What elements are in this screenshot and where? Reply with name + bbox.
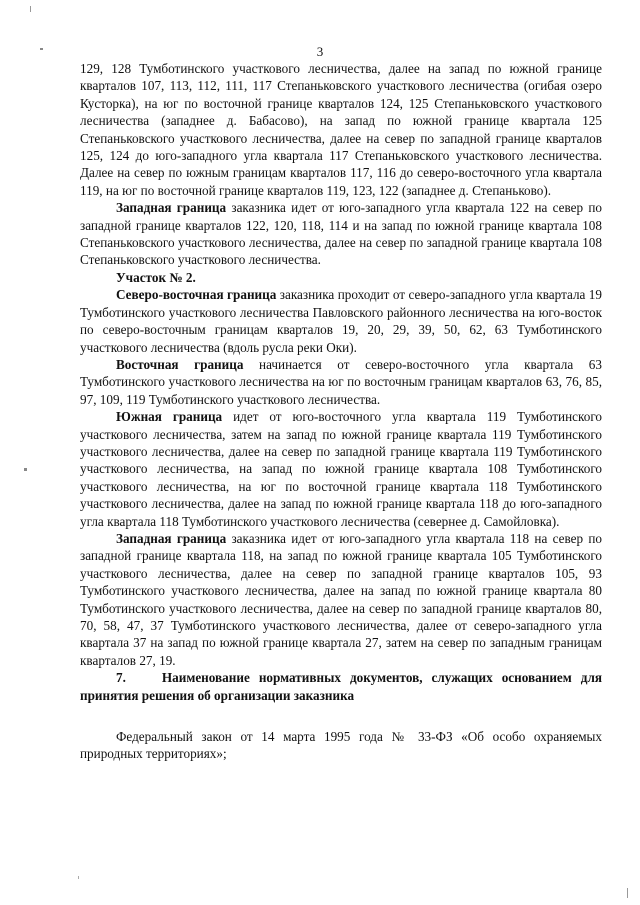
section-7-title: Наименование нормативных документов, служащих основанием для принятия решения об организации заказника [80, 670, 602, 703]
west-boundary-2-paragraph [80, 530, 602, 669]
scan-mark [78, 876, 79, 879]
east-boundary-label: Восточная граница [116, 356, 244, 372]
west-boundary-1-paragraph [80, 199, 602, 269]
scan-mark [30, 6, 31, 12]
intro-paragraph: 129, 128 Тумботинского участкового лесничества, далее на запад по южной границе кварталов 107, 113, 112, 111, 117 Степаньковского участкового лесничества (огибая озеро Кусторка), на юг по восточной границе кварталов 124, 125 Степаньковского участкового лесничества (западнее д. Бабасово), на запад по южной границе квартала 125 Степаньковского участкового лесничества, далее на север по западной границе кварталов 125, 124 до юго-западного угла квартала 117 Степаньковского участкового лесничества. Далее на север по южным границам кварталов 117, 116 до северо-восточного угла квартала 119, на юг по восточной границе кварталов 119, 123, 122 (западнее д. Степаньково). [80, 61, 602, 198]
northeast-boundary-text: заказника проходит от северо-западного угла квартала 19 Тумботинского участкового лесничества Павловского районного лесничества на юго-восток по северо-восточным границам кварталов 19, 20, 29, 39, 50, 62, 63 Тумботинского участкового лесничества (вдоль русла реки Оки). [80, 287, 602, 355]
south-boundary-text: идет от юго-восточного угла квартала 119 Тумботинского участкового лесничества, затем на запад по южной границе квартала 119 Тумботинского участкового лесничества, далее на север по западной границе квартала 119 Тумботинского участкового лесничества, на запад по южной границе квартала 108 Тумботинского участкового лесничества, на юг по восточной границе квартала 118 Тумботинского участкового лесничества, далее на запад по южной границе квартала 118 до юго-западного угла квартала 118 Тумботинского участкового лесничества (севернее д. Самойловка). [80, 409, 602, 529]
west-boundary-2-text: заказника идет от юго-западного угла квартала 118 на север по западной границе квартала 118, на запад по южной границе квартала 105 Тумботинского участкового лесничества, далее на север по западной границе кварталов 105, 93 Тумботинского участкового лесничества, далее на запад по южной границе квартала 80 Тумботинского участкового лесничества, далее на север по западной границе кварталов 80, 70, 58, 47, 37 Тумботинского участкового лесничества, далее от северо-западного угла квартала 37 на запад по южной границе квартала 27, затем на север по западным границам кварталов 27, 19. [80, 530, 602, 668]
law-paragraph: Федеральный закон от 14 марта 1995 года № 33-ФЗ «Об особо охраняемых природных территориях»; [80, 729, 602, 762]
west-boundary-1-label: Западная граница [116, 200, 227, 216]
section-7-heading [80, 669, 602, 704]
scan-mark [627, 888, 628, 898]
east-boundary-text: начинается от северо-восточного угла квартала 63 Тумботинского участкового лесничества на юг по восточным границам кварталов 63, 76, 85, 97, 109, 119 Тумботинского участкового лесничества. [80, 356, 602, 407]
northeast-boundary-label: Северо-восточная граница [116, 287, 277, 303]
west-boundary-2-label: Западная граница [116, 530, 227, 546]
south-boundary-paragraph [80, 408, 602, 530]
south-boundary-label: Южная граница [116, 409, 223, 425]
scan-mark [24, 468, 27, 471]
northeast-boundary-paragraph [80, 286, 602, 356]
east-boundary-paragraph [80, 356, 602, 408]
west-boundary-1-text: заказника идет от юго-западного угла квартала 122 на север по западной границе кварталов 122, 120, 118, 114 и на запад по южной границе квартала 108 Степаньковского участкового лесничества, далее на север по западной границе квартала 108 Степаньковского участкового лесничества. [80, 200, 602, 268]
page-number: 3 [316, 44, 324, 59]
section-7-number: 7. [116, 670, 126, 686]
plot-2-heading: Участок № 2. [116, 269, 196, 285]
document-body [80, 60, 602, 763]
